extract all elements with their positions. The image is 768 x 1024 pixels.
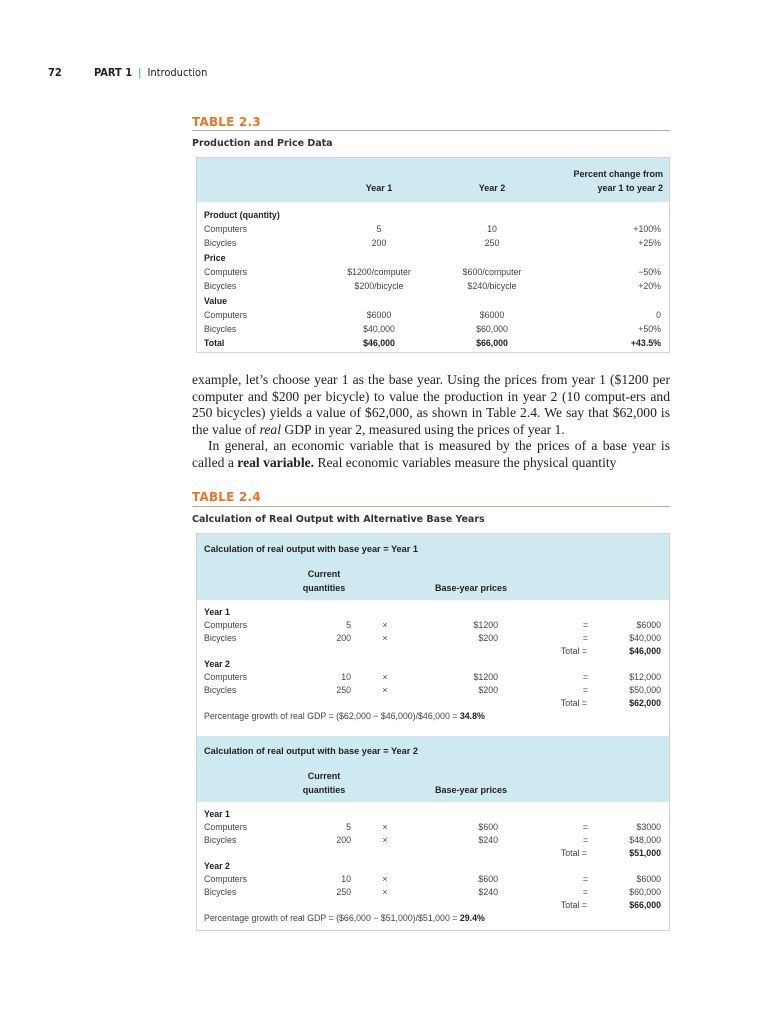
page-number: 72: [48, 66, 62, 79]
equals-sign: =: [582, 887, 588, 897]
cell-quantity: 200: [336, 633, 351, 643]
cell-year1: $40,000: [363, 324, 395, 334]
cell-quantity: 250: [336, 887, 351, 897]
col-header-base-prices: Base-year prices: [434, 583, 508, 593]
row-label: Computers: [204, 310, 248, 320]
row-label: Bicycles: [204, 324, 237, 334]
cell-pct-change: +43.5%: [630, 338, 661, 348]
year-group-row: [197, 860, 669, 873]
cell-price: $1200: [473, 672, 498, 682]
cell-price: $200: [478, 685, 498, 695]
col-header-qty-line1: Current: [307, 569, 341, 579]
cell-pct-change: +20%: [638, 281, 661, 291]
cell-price: $600: [478, 822, 498, 832]
table-row: [197, 671, 669, 684]
table-row: [197, 834, 669, 847]
term-real-variable: real variable.: [237, 454, 315, 470]
cell-year2: $6000: [479, 310, 505, 320]
cell-year2: $60,000: [476, 324, 508, 334]
table-row: [197, 279, 669, 293]
cell-price: $240: [478, 835, 498, 845]
growth-row: [197, 710, 669, 724]
cell-year2: $240/bicycle: [467, 281, 517, 291]
table-2-3-body: [197, 202, 669, 350]
equals-sign: =: [582, 672, 588, 682]
running-head: [48, 66, 207, 79]
total-label: Total =: [560, 646, 587, 656]
cell-pct-change: +50%: [638, 324, 661, 334]
equals-sign: =: [582, 874, 588, 884]
cell-pct-change: +100%: [633, 224, 661, 234]
paragraph: [192, 438, 670, 471]
cell-year2: $600/computer: [462, 267, 522, 277]
table-2-3: [196, 157, 670, 353]
total-value: $51,000: [629, 848, 661, 858]
table-row: [197, 684, 669, 697]
cell-value: $50,000: [629, 685, 661, 695]
total-value: $62,000: [629, 698, 661, 708]
row-label: Computers: [204, 224, 248, 234]
total-row: [197, 847, 669, 860]
year-label: Year 2: [204, 659, 230, 669]
cell-pct-change: −50%: [638, 267, 661, 277]
cell-value: $6000: [636, 620, 661, 630]
section-title: Calculation of real output with base year = Year 1: [204, 544, 419, 554]
table-2-3-caption: Production and Price Data: [192, 138, 333, 149]
year-group-row: [197, 606, 669, 619]
times-sign: ×: [382, 685, 388, 695]
year-group-row: [197, 808, 669, 821]
text-run: Real economic variables measure the physical quantity: [314, 454, 617, 470]
equals-sign: =: [582, 620, 588, 630]
cell-quantity: 200: [336, 835, 351, 845]
section-title: Calculation of real output with base year = Year 2: [204, 746, 419, 756]
cell-value: $40,000: [629, 633, 661, 643]
cell-year1: $46,000: [363, 338, 395, 348]
row-label: Bicycles: [204, 633, 237, 643]
cell-pct-change: 0: [656, 310, 661, 320]
table-row: [197, 208, 669, 222]
cell-year2: 10: [487, 224, 497, 234]
times-sign: ×: [382, 822, 388, 832]
row-label: Computers: [204, 874, 248, 884]
cell-year1: 5: [376, 224, 382, 234]
cell-value: $48,000: [629, 835, 661, 845]
times-sign: ×: [382, 620, 388, 630]
row-label: Total: [204, 338, 225, 348]
equals-sign: =: [582, 835, 588, 845]
row-label: Bicycles: [204, 238, 237, 248]
row-label: Value: [204, 296, 227, 306]
total-value: $66,000: [629, 900, 661, 910]
table-2-4-caption: Calculation of Real Output with Alternative Base Years: [192, 514, 485, 525]
body-text: [192, 372, 670, 472]
row-label: Bicycles: [204, 281, 237, 291]
cell-value: $60,000: [629, 887, 661, 897]
total-value: $46,000: [629, 646, 661, 656]
growth-formula: Percentage growth of real GDP = ($62,000 − $46,000)/$46,000 =: [204, 711, 460, 721]
equals-sign: =: [582, 685, 588, 695]
table-row: [197, 322, 669, 336]
table-row: [197, 265, 669, 279]
growth-formula: Percentage growth of real GDP = ($66,000 − $51,000)/$51,000 =: [204, 913, 460, 923]
section-body: [197, 802, 669, 930]
year-label: Year 2: [204, 861, 230, 871]
cell-year2: $66,000: [476, 338, 508, 348]
table-2-4-rule: [192, 506, 670, 507]
table-row: [197, 632, 669, 645]
row-label: Bicycles: [204, 887, 237, 897]
cell-year1: $200/bicycle: [354, 281, 404, 291]
growth-value: 29.4%: [459, 913, 485, 923]
section-body: [197, 600, 669, 736]
col-header-year2: Year 2: [478, 183, 506, 193]
growth-value: 34.8%: [459, 711, 485, 721]
table-2-3-label: TABLE 2.3: [192, 115, 261, 129]
table-row: [197, 619, 669, 632]
cell-quantity: 10: [341, 672, 351, 682]
row-label: Bicycles: [204, 685, 237, 695]
col-header-qty-line2: quantities: [302, 583, 346, 593]
cell-quantity: 10: [341, 874, 351, 884]
cell-year1: 200: [371, 238, 387, 248]
table-2-3-rule: [192, 130, 670, 131]
table-2-4-label: TABLE 2.4: [192, 490, 261, 504]
table-row: [197, 886, 669, 899]
table-row: [197, 308, 669, 322]
cell-price: $240: [478, 887, 498, 897]
table-row: [197, 222, 669, 236]
table-row: [197, 294, 669, 308]
growth-text: [204, 913, 485, 923]
cell-quantity: 5: [346, 620, 351, 630]
section-label: Introduction: [147, 66, 208, 79]
paragraph: [192, 372, 670, 438]
running-head-separator: |: [138, 66, 142, 79]
section-header: [197, 736, 669, 802]
row-label: Price: [204, 253, 226, 263]
cell-quantity: 5: [346, 822, 351, 832]
text-run: In general, an economic variable that is measured by the prices of a base year is called a: [192, 438, 670, 470]
cell-price: $1200: [473, 620, 498, 630]
row-label: Computers: [204, 672, 248, 682]
cell-quantity: 250: [336, 685, 351, 695]
cell-value: $3000: [636, 822, 661, 832]
col-header-pct-line2: year 1 to year 2: [597, 183, 663, 193]
col-header-qty-line1: Current: [307, 771, 341, 781]
row-label: Computers: [204, 620, 248, 630]
cell-year1: $1200/computer: [347, 267, 411, 277]
equals-sign: =: [582, 633, 588, 643]
total-row: [197, 645, 669, 658]
text-run: example, let’s choose year 1 as the base year. Using the prices from year 1 ($1200 per computer and $200 per bicycle) to value the production in year 2 (10 comput-ers and 250 bicycles) yields a value of $62,000, as shown in Table 2.4. We say that $62,000 is the value of: [192, 372, 670, 437]
times-sign: ×: [382, 874, 388, 884]
col-header-pct-line1: Percent change from: [573, 169, 663, 179]
cell-price: $200: [478, 633, 498, 643]
row-label: Computers: [204, 267, 248, 277]
table-row: [197, 336, 669, 350]
cell-value: $12,000: [629, 672, 661, 682]
cell-price: $600: [478, 874, 498, 884]
times-sign: ×: [382, 887, 388, 897]
col-header-qty-line2: quantities: [302, 785, 346, 795]
year-group-row: [197, 658, 669, 671]
row-label: Bicycles: [204, 835, 237, 845]
table-row: [197, 821, 669, 834]
part-label: PART 1: [94, 66, 133, 79]
times-sign: ×: [382, 672, 388, 682]
table-2-4: [196, 533, 670, 931]
equals-sign: =: [582, 822, 588, 832]
times-sign: ×: [382, 633, 388, 643]
row-label: Product (quantity): [204, 210, 280, 220]
growth-row: [197, 912, 669, 926]
growth-text: [204, 711, 485, 721]
emphasis-real: real: [259, 421, 281, 437]
text-run: GDP in year 2, measured using the prices of year 1.: [280, 421, 565, 437]
year-label: Year 1: [204, 809, 230, 819]
total-row: [197, 899, 669, 912]
cell-year2: 250: [484, 238, 500, 248]
cell-pct-change: +25%: [638, 238, 661, 248]
cell-year1: $6000: [366, 310, 392, 320]
section-header: [197, 534, 669, 600]
total-label: Total =: [560, 900, 587, 910]
year-label: Year 1: [204, 607, 230, 617]
col-header-base-prices: Base-year prices: [434, 785, 508, 795]
total-row: [197, 697, 669, 710]
total-label: Total =: [560, 698, 587, 708]
cell-value: $6000: [636, 874, 661, 884]
col-header-year1: Year 1: [365, 183, 393, 193]
table-row: [197, 251, 669, 265]
total-label: Total =: [560, 848, 587, 858]
table-2-3-header: [197, 158, 669, 202]
row-label: Computers: [204, 822, 248, 832]
table-row: [197, 236, 669, 250]
times-sign: ×: [382, 835, 388, 845]
table-row: [197, 873, 669, 886]
